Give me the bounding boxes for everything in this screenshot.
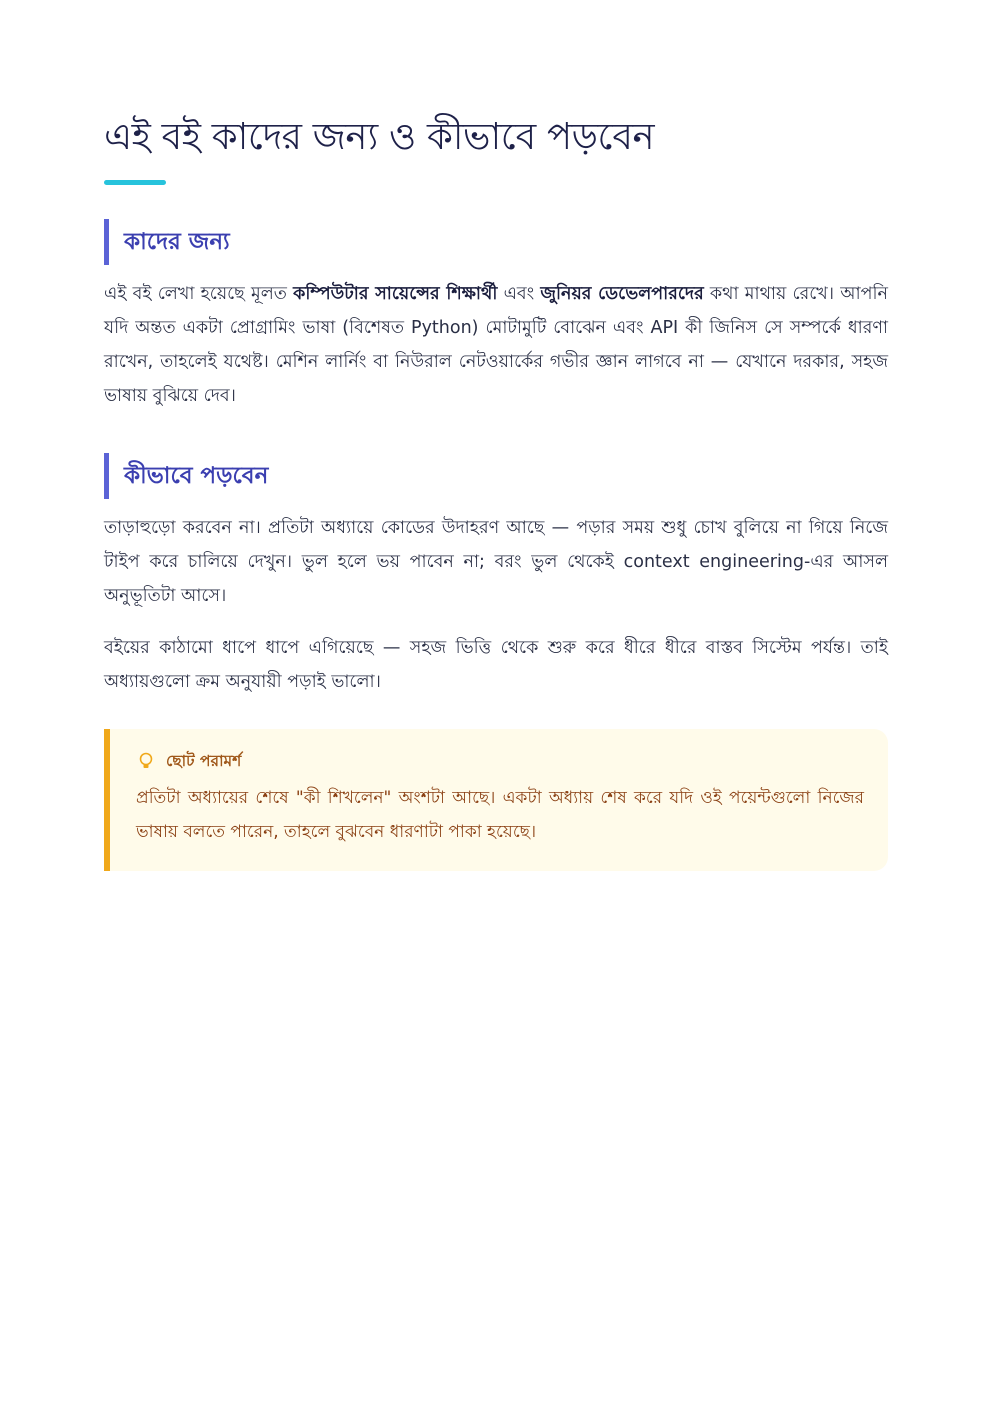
section-heading-who: কাদের জন্য xyxy=(104,219,888,265)
section-paragraph-how-1: তাড়াহুড়ো করবেন না। প্রতিটা অধ্যায়ে কোডের উদাহরণ আছে — পড়ার সময় শুধু চোখ বুলিয়ে না গিয়ে নিজে টাইপ করে চালিয়ে দেখুন। ভুল হলে ভয় পাবেন না; বরং ভুল থেকেই context engineering-এর আসল অনুভূতিটা আসে। xyxy=(104,518,888,606)
section-paragraph-how-2: বইয়ের কাঠামো ধাপে ধাপে এগিয়েছে — সহজ ভিত্তি থেকে শুরু করে ধীরে ধীরে বাস্তব সিস্টেম পর্যন্ত। তাই অধ্যায়গুলো ক্রম অনুযায়ী পড়াই ভালো। xyxy=(104,638,888,692)
document-page xyxy=(104,108,888,871)
tip-heading: ছোট পরামর্শ xyxy=(166,752,242,770)
lightbulb-icon xyxy=(136,751,156,771)
paragraph-text: এবং xyxy=(497,284,541,304)
tip-header xyxy=(136,747,864,775)
paragraph-text: এই বই লেখা হয়েছে মূলত xyxy=(104,284,294,304)
paragraph-text: কথা মাথায় রেখে। আপনি যদি অন্তত একটা প্রোগ্রামিং ভাষা (বিশেষত Python) মোটামুটি বোঝেন এবং API কী জিনিস সে সম্পর্কে ধারণা রাখেন, তাহলেই যথেষ্ট। মেশিন লার্নিং বা নিউরাল নেটওয়ার্কের গভীর জ্ঞান লাগবে না — যেখানে দরকার, সহজ ভাষায় বুঝিয়ে দেব। xyxy=(104,284,888,406)
tip-callout xyxy=(104,729,888,871)
tip-body: প্রতিটা অধ্যায়ের শেষে "কী শিখলেন" অংশটা আছে। একটা অধ্যায় শেষ করে যদি ওই পয়েন্টগুলো নিজের ভাষায় বলতে পারেন, তাহলে বুঝবেন ধারণাটা পাকা হয়েছে। xyxy=(136,788,864,842)
section-heading-how: কীভাবে পড়বেন xyxy=(104,453,888,499)
title-underline xyxy=(104,180,166,185)
page-title: এই বই কাদের জন্য ও কীভাবে পড়বেন xyxy=(104,115,655,158)
bold-phrase-cs-students: কম্পিউটার সায়েন্সের শিক্ষার্থী xyxy=(293,284,498,304)
bold-phrase-junior-devs: জুনিয়র ডেভেলপারদের xyxy=(540,284,704,304)
section-paragraph-who xyxy=(104,277,888,413)
